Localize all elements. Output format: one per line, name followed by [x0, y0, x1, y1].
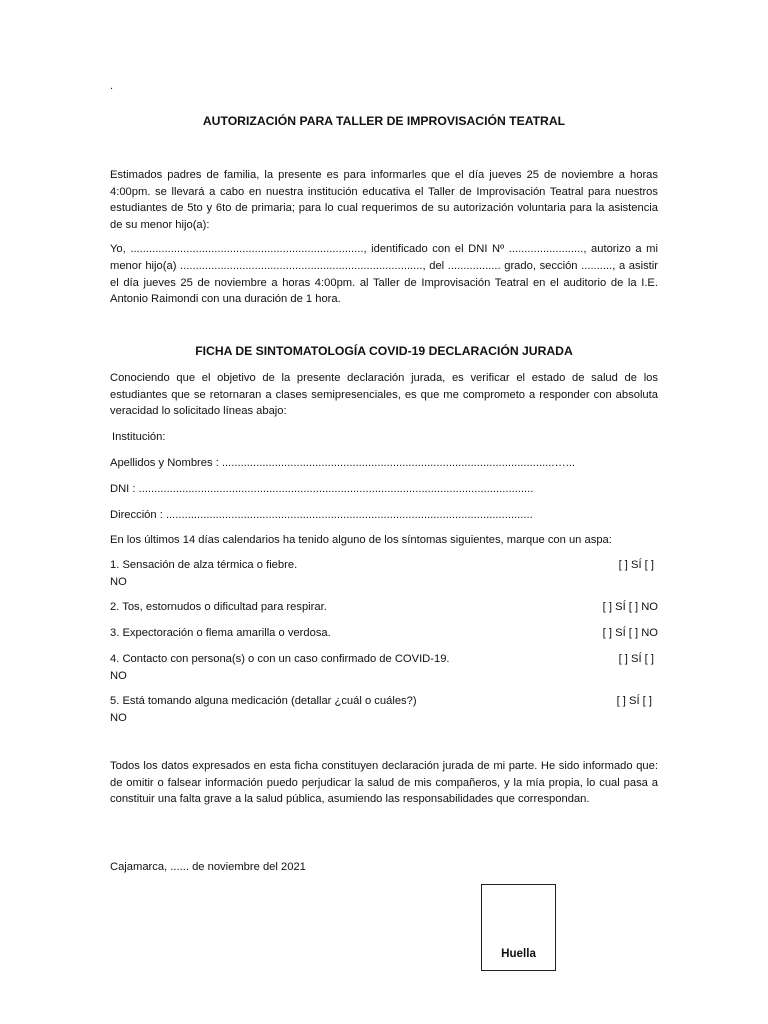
name-field: Apellidos y Nombres : ...........................................................................................................…... [110, 457, 576, 469]
question-intro: En los últimos 14 días calendarios ha tenido alguno de los síntomas siguientes, marque con un aspa: [110, 534, 612, 546]
symptom-row-2 [110, 599, 658, 616]
symptom-row-5 [110, 693, 658, 726]
institution-label: Institución: [112, 431, 166, 443]
authorization-intro: Estimados padres de familia, la presente es para informarles que el día jueves 25 de noviembre a horas 4:00pm. se llevará a cabo en nuestra institución educativa el Taller de Improvisación Teatral para nuestros estudiantes de 5to y 6to de primaria; para lo cual requerimos de su autorización voluntaria para la asistencia de su menor hijo(a): [110, 169, 658, 231]
declaration-title: FICHA DE SINTOMATOLOGÍA COVID-19 DECLARACIÓN JURADA [195, 344, 573, 358]
symptom-text: 1. Sensación de alza térmica o fiebre. [110, 559, 298, 571]
address-field: Dirección : ...................................................................................................................... [110, 509, 533, 521]
symptom-checkboxes[interactable]: [ ] SÍ [ ] [616, 695, 652, 707]
stray-mark: . [110, 80, 114, 92]
consent-line-1: Yo, ..........................................................................., identificado con el DNI Nº ........................, autorizo a mi [110, 243, 658, 255]
dni-field: DNI : ............................................................................................................................... [110, 483, 534, 495]
consent-line-4: Antonio Raimondi con una duración de 1 hora. [110, 293, 341, 305]
symptom-checkboxes[interactable]: [ ] SÍ [ ] NO [602, 601, 658, 613]
fingerprint-label: Huella [501, 946, 536, 960]
symptom-row-3 [110, 625, 658, 642]
symptom-no-wrap: NO [110, 669, 127, 682]
symptom-text: 5. Está tomando alguna medicación (detallar ¿cuál o cuáles?) [110, 695, 417, 707]
place-date: Cajamarca, ...... de noviembre del 2021 [110, 861, 306, 873]
symptom-text: 3. Expectoración o flema amarilla o verdosa. [110, 627, 331, 639]
consent-line-3: el día jueves 25 de noviembre a horas 4:00pm. al Taller de Improvisación Teatral en el auditorio de la I.E. [110, 277, 658, 289]
declaration-closing: Todos los datos expresados en esta ficha constituyen declaración jurada de mi parte. He sido informado que: de omitir o falsear información puedo perjudicar la salud de mis compañeros, y la mía propia, lo cual pasa a constituir una falta grave a la salud pública, asumiendo las responsabilidades que correspondan. [110, 760, 658, 805]
fingerprint-box [481, 884, 556, 971]
symptom-row-1 [110, 557, 658, 590]
symptom-text: 4. Contacto con persona(s) o con un caso confirmado de COVID-19. [110, 653, 450, 665]
consent-line-2: menor hijo(a) .............................................................................., del ................. grado, sección .........., a asistir [110, 260, 658, 272]
declaration-intro: Conociendo que el objetivo de la presente declaración jurada, es verificar el estado de salud de los estudiantes que se retornaran a clases semipresenciales, es que me comprometo a responder con absoluta veracidad lo solicitado líneas abajo: [110, 372, 658, 417]
symptom-row-4 [110, 651, 658, 684]
symptom-no-wrap: NO [110, 575, 127, 588]
symptom-checkboxes[interactable]: [ ] SÍ [ ] NO [602, 627, 658, 639]
symptom-checkboxes[interactable]: [ ] SÍ [ ] [618, 653, 654, 665]
authorization-title: AUTORIZACIÓN PARA TALLER DE IMPROVISACIÓN TEATRAL [202, 114, 566, 128]
symptom-checkboxes[interactable]: [ ] SÍ [ ] [618, 559, 654, 571]
symptom-no-wrap: NO [110, 711, 127, 724]
symptom-text: 2. Tos, estornudos o dificultad para respirar. [110, 601, 327, 613]
